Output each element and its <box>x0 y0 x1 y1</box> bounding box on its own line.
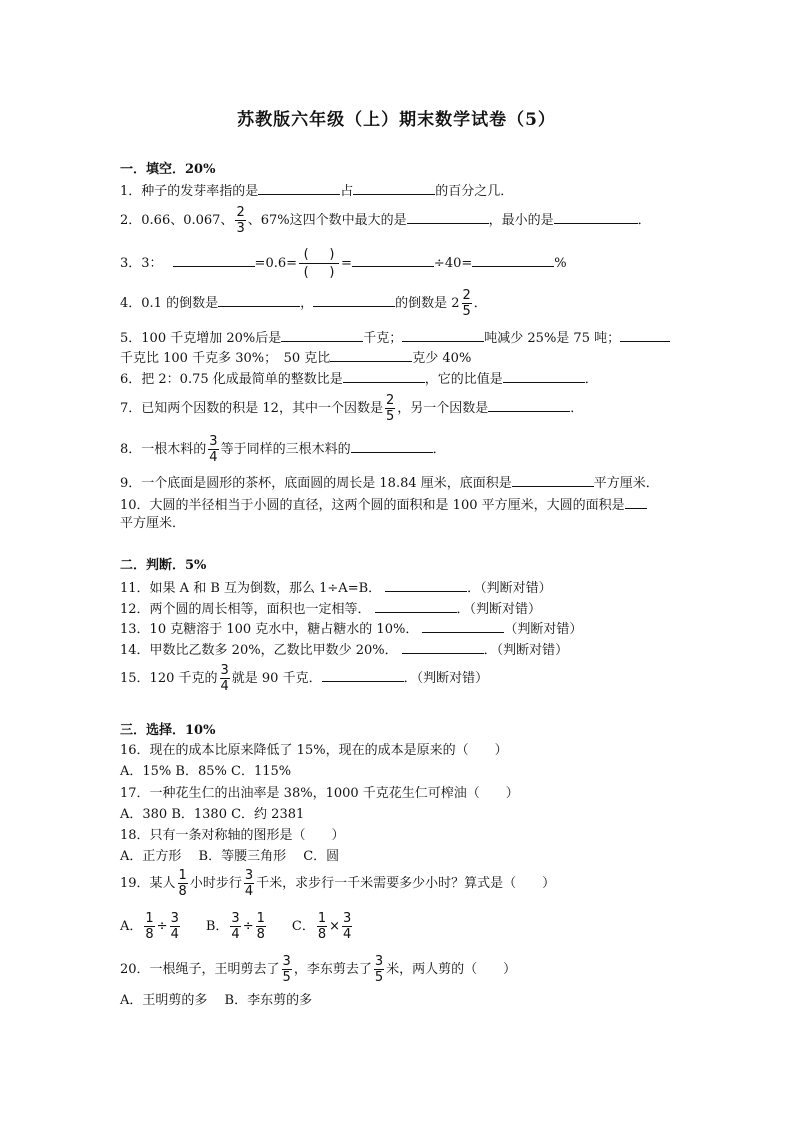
answer-blank[interactable] <box>422 620 504 633</box>
question-3 <box>120 247 567 280</box>
answer-blank[interactable] <box>352 254 434 267</box>
q9-text: 9．一个底面是圆形的茶杯，底面圆的周长是 18.84 厘米，底面积是 <box>120 476 512 491</box>
question-10-line-1 <box>120 496 647 514</box>
operator: ÷ <box>156 919 168 934</box>
page-title: 苏教版六年级（上）期末数学试卷（5） <box>237 110 556 130</box>
question-17: 17．一种花生仁的出油率是 38%，1000 千克花生仁可榨油（ ） <box>120 786 519 801</box>
fraction: $\frac{3}{4}$ <box>220 663 229 694</box>
question-18-options[interactable]: A．正方形 B．等腰三角形 C．圆 <box>120 849 340 864</box>
question-6 <box>120 370 598 388</box>
q1-text-3: 的百分之几． <box>435 184 514 199</box>
q11-text: 11．如果 A 和 B 互为倒数，那么 1÷A=B． <box>120 581 382 596</box>
q5-text: 5．100 千克增加 20%后是 <box>120 331 282 346</box>
q2-text-3: ，最小的是 <box>488 213 554 228</box>
section-heading-true-false: 二．判断．5% <box>120 558 207 573</box>
question-7 <box>120 393 583 425</box>
answer-blank[interactable] <box>281 329 363 342</box>
question-20-options[interactable]: A．王明剪的多 B．李东剪的多 <box>120 993 313 1008</box>
q8-text: 8．一根木料的 <box>120 442 207 457</box>
answer-blank[interactable] <box>218 294 300 307</box>
answer-blank[interactable] <box>472 254 554 267</box>
question-9 <box>120 474 659 492</box>
fraction: $\frac{3}{4}$ <box>244 868 254 899</box>
q19-text-3: 千米，求步行一千米需要多少小时？算式是（ ） <box>256 876 556 891</box>
q14-text: 14．甲数比乙数多 20%，乙数比甲数少 20%． <box>120 643 398 658</box>
section-heading-fill-blank: 一．填空．20% <box>120 162 216 177</box>
question-5-line-2 <box>120 349 471 367</box>
fraction: $\frac{3}{4}$ <box>170 911 179 942</box>
q15-text-2: 就是 90 千克． <box>231 671 322 686</box>
q13-text: 13．10 克糖溶于 100 克水中，糖占糖水的 10%． <box>120 622 419 637</box>
answer-blank[interactable] <box>330 349 412 362</box>
answer-blank[interactable] <box>375 600 457 613</box>
q4-text: 4．0.1 的倒数是 <box>120 296 219 311</box>
answer-blank[interactable] <box>353 182 435 195</box>
q4-text-4: ． <box>473 296 487 311</box>
q1-text: 1．种子的发芽率指的是 <box>120 184 259 199</box>
question-10-line-2 <box>120 516 185 532</box>
q3-text-4: ÷40= <box>433 256 473 271</box>
fraction: $\frac{3}{5}$ <box>374 954 384 985</box>
q6-text-2: ，它的比值是 <box>424 372 503 387</box>
fraction: $\frac{3}{4}$ <box>209 434 218 465</box>
fraction: $\frac{3}{4}$ <box>231 911 240 942</box>
answer-blank[interactable] <box>512 474 594 487</box>
question-15 <box>120 663 488 695</box>
q7-text-2: ，另一个因数是 <box>397 401 489 416</box>
answer-blank[interactable] <box>313 294 395 307</box>
answer-blank[interactable] <box>258 182 340 195</box>
option-c-label[interactable]: C． <box>291 919 315 934</box>
q10-text: 10．大圆的半径相当于小圆的直径，这两个圆的面积和是 100 平方厘米，大圆的面积是 <box>120 498 625 513</box>
question-14 <box>120 641 568 659</box>
q8-text-3: ． <box>432 442 446 457</box>
question-18: 18．只有一条对称轴的图形是（ ） <box>120 828 345 843</box>
q3-text-5: % <box>554 256 567 271</box>
q4-text-3: 的倒数是 2 <box>395 296 460 311</box>
q8-text-2: 等于同样的三根木料的 <box>220 442 351 457</box>
answer-blank[interactable] <box>554 211 638 224</box>
q14-text-2: ．（判断对错） <box>483 643 569 658</box>
q19-text: 19．某人 <box>120 876 176 891</box>
q2-text-2: 、67%这四个数中最大的是 <box>247 213 407 228</box>
q9-text-2: 平方厘米． <box>593 476 659 491</box>
q1-text-2: 占 <box>340 184 354 199</box>
question-5-line-1 <box>120 329 670 347</box>
question-20 <box>120 954 516 986</box>
answer-blank[interactable] <box>173 254 255 267</box>
fraction: $\frac{3}{5}$ <box>282 954 291 985</box>
q2-text-4: ． <box>637 213 651 228</box>
question-12 <box>120 600 541 618</box>
q19-text-2: 小时步行 <box>189 876 242 891</box>
q4-text-2: ， <box>300 296 314 311</box>
answer-blank[interactable] <box>503 370 585 383</box>
q2-text: 2．0.66、0.067、 <box>120 213 234 228</box>
fraction: $\frac{1}{8}$ <box>256 911 265 942</box>
q3-text: 3．3： <box>120 256 163 271</box>
q12-text-2: ．（判断对错） <box>456 602 542 617</box>
question-19 <box>120 868 555 900</box>
q6-text: 6．把 2：0.75 化成最简单的整数比是 <box>120 372 343 387</box>
q6-text-3: ． <box>584 372 598 387</box>
option-a-label[interactable]: A． <box>120 919 143 934</box>
q3-text-3: = <box>341 256 352 271</box>
question-13 <box>120 620 582 638</box>
question-16: 16．现在的成本比原来降低了 15%，现在的成本是原来的（ ） <box>120 743 508 758</box>
q15-text: 15．120 千克的 <box>120 671 218 686</box>
question-1 <box>120 182 513 200</box>
question-16-options[interactable]: A．15% B．85% C．115% <box>120 764 292 779</box>
question-4 <box>120 288 487 320</box>
q10-text-2: 平方厘米． <box>120 516 186 531</box>
q7-text: 7．已知两个因数的积是 12，其中一个因数是 <box>120 401 383 416</box>
question-2 <box>120 206 651 236</box>
question-8 <box>120 434 446 466</box>
fraction: $\frac{3}{4}$ <box>343 911 352 942</box>
fraction: $\frac{1}{8}$ <box>317 911 327 942</box>
question-11 <box>120 579 552 597</box>
q5-text-2: 千克； <box>363 331 403 346</box>
fraction: $\frac{1}{8}$ <box>178 868 187 899</box>
fraction: $\frac{2}{5}$ <box>462 288 471 319</box>
answer-blank[interactable] <box>385 579 467 592</box>
q11-text-2: ．（判断对错） <box>467 581 552 596</box>
answer-blank[interactable] <box>402 329 484 342</box>
fraction-blank[interactable]: ( ) ( ) <box>299 247 339 280</box>
question-19-options[interactable] <box>120 911 354 943</box>
answer-blank[interactable] <box>625 496 647 509</box>
answer-blank[interactable] <box>488 399 570 412</box>
fraction: $\frac{2}{3}$ <box>236 205 245 236</box>
q13-text-2: （判断对错） <box>504 622 583 637</box>
operator: ÷ <box>242 919 254 934</box>
q5-text-4: 千克比 100 千克多 30%； 50 克比 <box>120 351 331 366</box>
q7-text-3: ． <box>570 401 584 416</box>
q20-text-3: 米，两人剪的（ ） <box>386 962 517 977</box>
answer-blank[interactable] <box>402 641 484 654</box>
answer-blank[interactable] <box>351 440 433 453</box>
option-b-label[interactable]: B． <box>205 919 229 934</box>
q5-text-3: 吨减少 25%是 75 吨； <box>484 331 621 346</box>
q20-text: 20．一根绳子，王明剪去了 <box>120 962 280 977</box>
section-heading-multiple-choice: 三．选择．10% <box>120 723 216 738</box>
q3-text-2: =0.6= <box>254 256 298 271</box>
operator: × <box>329 919 341 934</box>
q15-text-3: ．（判断对错） <box>403 671 489 686</box>
answer-blank[interactable] <box>407 211 489 224</box>
question-17-options[interactable]: A．380 B．1380 C．约 2381 <box>120 807 305 822</box>
answer-blank[interactable] <box>322 669 404 682</box>
q12-text: 12．两个圆的周长相等，面积也一定相等． <box>120 602 371 617</box>
fraction: $\frac{1}{8}$ <box>145 911 154 942</box>
answer-blank[interactable] <box>343 370 425 383</box>
answer-blank[interactable] <box>620 329 670 342</box>
q5-text-5: 克少 40% <box>412 351 472 366</box>
fraction: $\frac{2}{5}$ <box>385 393 395 424</box>
q20-text-2: ，李东剪去了 <box>293 962 372 977</box>
